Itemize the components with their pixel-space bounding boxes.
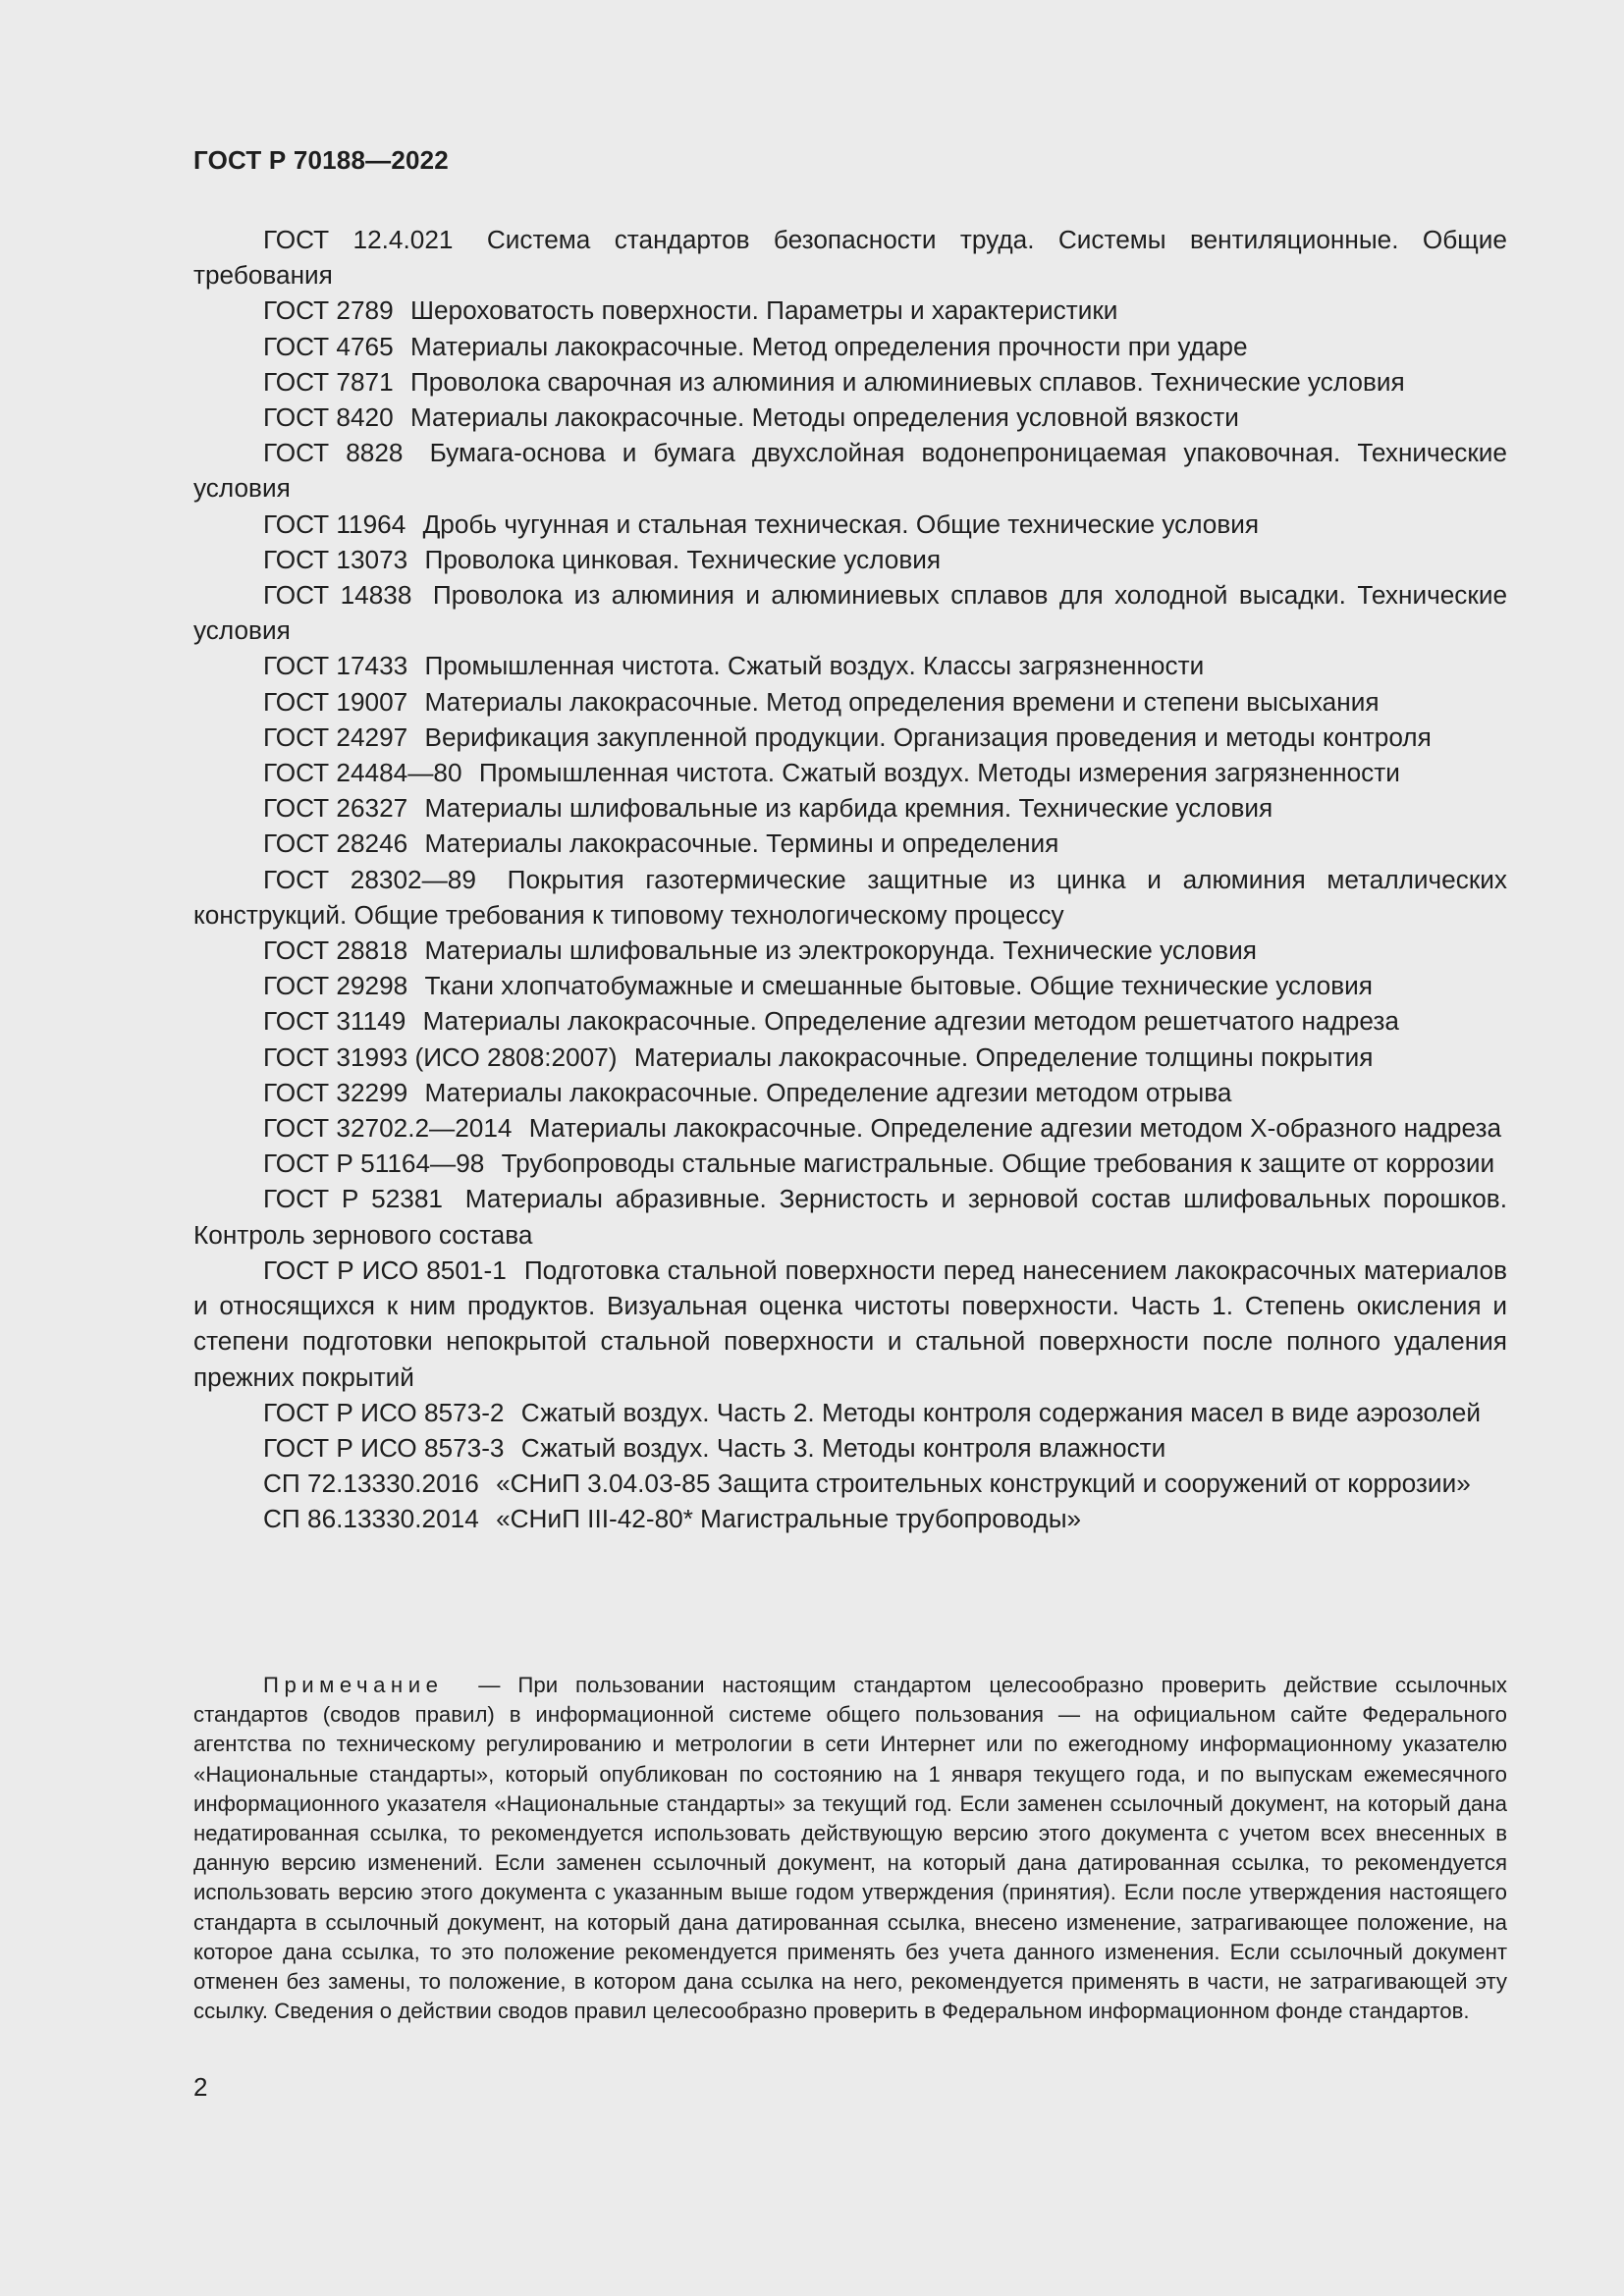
reference-code: ГОСТ 2789: [263, 295, 394, 326]
reference-title: Система стандартов безопасности труда. Системы вентиляционные. Общие требования: [193, 225, 1507, 291]
reference-title: «СНиП III-42-80* Магистральные трубопроводы»: [496, 1504, 1082, 1534]
reference-item: [193, 720, 1507, 755]
reference-item: [193, 329, 1507, 364]
reference-code: ГОСТ Р ИСО 8501-1: [263, 1255, 507, 1285]
reference-title: Материалы лакокрасочные. Методы определения условной вязкости: [409, 402, 1239, 433]
reference-title: Материалы лакокрасочные. Определение адгезии методом отрыва: [424, 1077, 1232, 1107]
reference-title: Сжатый воздух. Часть 2. Методы контроля содержания масел в виде аэрозолей: [520, 1397, 1481, 1427]
reference-code: ГОСТ 29298: [263, 971, 408, 1001]
reference-item: [193, 400, 1507, 435]
reference-code: ГОСТ 28246: [263, 828, 408, 859]
reference-code: ГОСТ 8420: [263, 402, 394, 433]
reference-title: Материалы лакокрасочные. Определение адгезии методом решетчатого надреза: [422, 1006, 1399, 1037]
reference-item: [193, 507, 1507, 542]
reference-item: [193, 1146, 1507, 1181]
reference-item: [193, 1040, 1507, 1075]
reference-code: ГОСТ 24297: [263, 721, 408, 752]
reference-code: ГОСТ 32299: [263, 1077, 408, 1107]
reference-item: [193, 577, 1507, 648]
reference-title: «СНиП 3.04.03-85 Защита строительных конструкций и сооружений от коррозии»: [496, 1468, 1471, 1499]
reference-item: [193, 862, 1507, 933]
reference-title: Материалы лакокрасочные. Определение адгезии методом Х-образного надреза: [528, 1113, 1502, 1144]
document-header: ГОСТ Р 70188—2022: [193, 145, 449, 175]
reference-item: [193, 1075, 1507, 1110]
reference-code: ГОСТ 31149: [263, 1006, 406, 1037]
reference-code: ГОСТ 8828: [263, 438, 404, 468]
note-paragraph: [193, 1671, 1507, 2026]
reference-code: ГОСТ 14838: [263, 580, 412, 611]
reference-title: Шероховатость поверхности. Параметры и характеристики: [409, 295, 1118, 326]
reference-title: Покрытия газотермические защитные из цинка и алюминия металлических конструкций. Общие требования к типовому технологическому процессу: [193, 864, 1508, 930]
reference-title: Проволока из алюминия и алюминиевых сплавов для холодной высадки. Технические условия: [193, 580, 1508, 646]
reference-title: Промышленная чистота. Сжатый воздух. Классы загрязненности: [424, 651, 1205, 681]
document-page: [193, 0, 1507, 2296]
reference-title: Материалы лакокрасочные. Определение толщины покрытия: [633, 1041, 1374, 1072]
reference-item: [193, 364, 1507, 400]
reference-item: [193, 826, 1507, 861]
reference-code: ГОСТ Р ИСО 8573-3: [263, 1432, 505, 1463]
reference-code: ГОСТ 12.4.021: [263, 225, 454, 254]
normative-references-list: [193, 222, 1507, 1537]
reference-item: [193, 1003, 1507, 1039]
reference-item: [193, 1253, 1507, 1395]
reference-item: [193, 1110, 1507, 1146]
reference-item: [193, 968, 1507, 1003]
reference-item: [193, 542, 1507, 577]
reference-code: СП 72.13330.2016: [263, 1468, 479, 1499]
reference-item: [193, 222, 1507, 293]
page-number: 2: [193, 2072, 208, 2102]
reference-title: Материалы лакокрасочные. Метод определения прочности при ударе: [409, 331, 1248, 361]
reference-code: ГОСТ Р 52381: [263, 1184, 443, 1214]
reference-code: ГОСТ 7871: [263, 366, 394, 397]
reference-code: СП 86.13330.2014: [263, 1504, 479, 1534]
reference-title: Проволока сварочная из алюминия и алюминиевых сплавов. Технические условия: [409, 366, 1405, 397]
reference-title: Сжатый воздух. Часть 3. Методы контроля влажности: [520, 1432, 1166, 1463]
reference-item: [193, 790, 1507, 826]
reference-title: Трубопроводы стальные магистральные. Общие требования к защите от коррозии: [501, 1148, 1495, 1179]
reference-title: Бумага-основа и бумага двухслойная водонепроницаемая упаковочная. Технические условия: [193, 438, 1507, 504]
reference-item: [193, 648, 1507, 683]
reference-code: ГОСТ 24484—80: [263, 758, 462, 788]
reference-item: [193, 1466, 1507, 1501]
reference-title: Материалы абразивные. Зернистость и зерновой состав шлифовальных порошков. Контроль зернового состава: [193, 1184, 1507, 1250]
reference-code: ГОСТ 19007: [263, 686, 408, 717]
reference-title: Верификация закупленной продукции. Организация проведения и методы контроля: [424, 721, 1432, 752]
reference-code: ГОСТ 26327: [263, 793, 408, 824]
reference-code: ГОСТ 31993 (ИСО 2808:2007): [263, 1041, 618, 1072]
reference-code: ГОСТ Р ИСО 8573-2: [263, 1397, 505, 1427]
reference-code: ГОСТ 17433: [263, 651, 408, 681]
reference-title: Промышленная чистота. Сжатый воздух. Методы измерения загрязненности: [478, 758, 1400, 788]
reference-item: [193, 1501, 1507, 1536]
reference-item: [193, 933, 1507, 968]
reference-item: [193, 1430, 1507, 1466]
reference-title: Материалы шлифовальные из карбида кремния. Технические условия: [424, 793, 1273, 824]
reference-title: Ткани хлопчатобумажные и смешанные бытовые. Общие технические условия: [424, 971, 1373, 1001]
reference-item: [193, 293, 1507, 328]
reference-item: [193, 1181, 1507, 1252]
reference-item: [193, 435, 1507, 506]
reference-title: Материалы лакокрасочные. Метод определения времени и степени высыхания: [424, 686, 1380, 717]
reference-title: Материалы шлифовальные из электрокорунда. Технические условия: [424, 935, 1257, 966]
reference-item: [193, 755, 1507, 790]
reference-code: ГОСТ 13073: [263, 544, 408, 574]
note-text: — При пользовании настоящим стандартом целесообразно проверить действие ссылочных стандартов (сводов правил) в информационной системе общего пользования — на официальном сайте Федерального агентства по техническому регулированию и метрологии в сети Интернет или по ежегодному информационному указателю «Национальные стандарты», который опубликован по состоянию на 1 января текущего года, и по выпускам ежемесячного информационного указателя «Национальные стандарты» за текущий год. Если заменен ссылочный документ, на который дана недатированная ссылка, то рекомендуется использовать действующую версию этого документа с учетом всех внесенных в данную версию изменений. Если заменен ссылочный документ, на который дана датированная ссылка, то рекомендуется использовать версию этого документа с указанным выше годом утверждения (принятия). Если после утверждения настоящего стандарта в ссылочный документ, на который дана датированная ссылка, внесено изменение, затрагивающее положение, на которое дана ссылка, то это положение рекомендуется применять без учета данного изменения. Если ссылочный документ отменен без замены, то положение, в котором дана ссылка на него, рекомендуется применять в части, не затрагивающей эту ссылку. Сведения о действии сводов правил целесообразно проверить в Федеральном информационном фонде стандартов.: [193, 1673, 1507, 2024]
reference-code: ГОСТ 4765: [263, 331, 394, 361]
reference-code: ГОСТ 32702.2—2014: [263, 1113, 513, 1144]
reference-item: [193, 1395, 1507, 1430]
reference-code: ГОСТ 28302—89: [263, 864, 476, 894]
note-label: Примечание: [263, 1673, 444, 1697]
reference-code: ГОСТ Р 51164—98: [263, 1148, 485, 1179]
reference-title: Подготовка стальной поверхности перед нанесением лакокрасочных материалов и относящихся к ним продуктов. Визуальная оценка чистоты поверхности. Часть 1. Степень окисления и степени подготовки непокрытой стальной поверхности и стальной поверхности после полного удаления прежних покрытий: [193, 1255, 1508, 1392]
reference-title: Материалы лакокрасочные. Термины и определения: [424, 828, 1059, 859]
reference-title: Дробь чугунная и стальная техническая. Общие технические условия: [422, 508, 1260, 539]
reference-item: [193, 684, 1507, 720]
reference-code: ГОСТ 28818: [263, 935, 408, 966]
reference-code: ГОСТ 11964: [263, 508, 406, 539]
reference-title: Проволока цинковая. Технические условия: [424, 544, 942, 574]
